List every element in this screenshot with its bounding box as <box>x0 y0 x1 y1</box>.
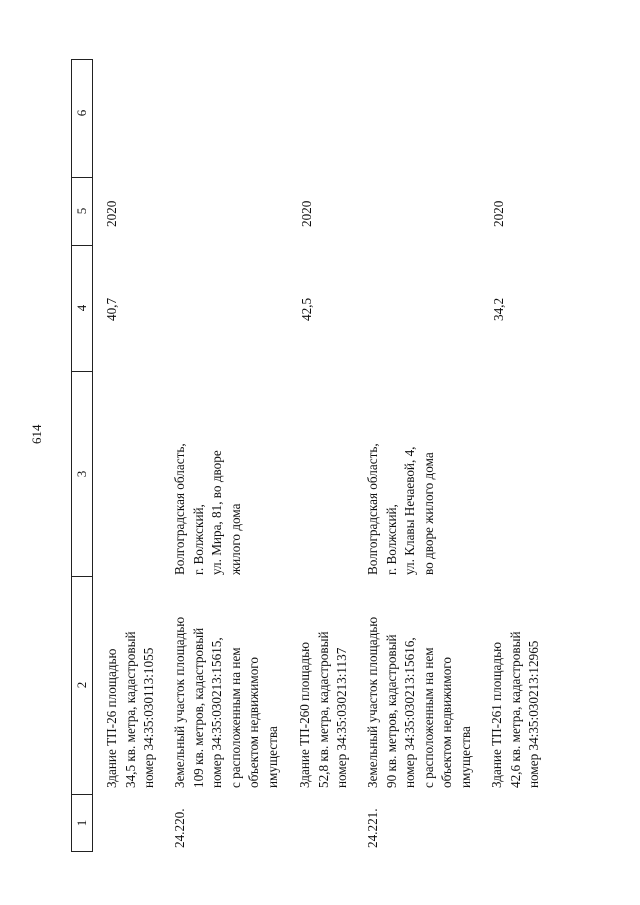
row-1-object-line-1: Здание ТП-26 площадью <box>104 648 119 788</box>
row-2-object-cell <box>171 617 283 788</box>
column-header-2: 2 <box>74 681 89 689</box>
row-4-address-line-3: ул. Клавы Нечаевой, 4, <box>402 446 418 575</box>
row-4-address-cell <box>364 443 438 575</box>
row-2-address-line-1: Волгоградская область, <box>172 443 187 575</box>
column-header-5: 5 <box>74 207 89 215</box>
row-4-address-line-4: во дворе жилого дома <box>420 452 436 575</box>
row-1-area-cell: 40,7 <box>104 297 119 321</box>
row-2-number-cell: 24.220. <box>172 808 187 848</box>
row-3-object-line-1: Здание ТП-260 площадью <box>297 642 312 788</box>
row-4-object-cell <box>364 617 476 788</box>
row-2-address-line-2: г. Волжский, <box>190 504 206 575</box>
column-divider-2-3 <box>71 576 93 577</box>
column-header-4: 4 <box>74 304 89 312</box>
row-4-address-line-2: г. Волжский, <box>383 504 399 575</box>
column-header-1: 1 <box>74 819 89 827</box>
row-5-object-cell <box>488 632 544 789</box>
row-2-object-line-3: номер 34:35:030213:15615, <box>209 637 225 788</box>
row-4-object-line-1: Земельный участок площадью <box>365 616 380 788</box>
row-2-object-line-1: Земельный участок площадью <box>172 616 187 788</box>
row-2-object-line-5: объектом недвижимого <box>246 657 262 788</box>
row-3-object-cell <box>296 632 352 789</box>
column-header-6: 6 <box>74 109 89 117</box>
row-1-object-line-3: номер 34:35:030113:1055 <box>141 647 157 788</box>
row-4-object-line-6: имущества <box>457 726 473 788</box>
row-4-number-cell: 24.221. <box>365 808 380 848</box>
row-2-object-line-6: имущества <box>264 726 280 788</box>
row-3-object-line-3: номер 34:35:030213:1137 <box>334 647 350 788</box>
row-4-address-line-1: Волгоградская область, <box>365 443 380 575</box>
column-divider-3-4 <box>71 371 93 372</box>
row-2-address-line-4: жилого дома <box>227 503 243 575</box>
column-divider-1-2 <box>71 794 93 795</box>
column-divider-5-6 <box>71 177 93 178</box>
row-4-object-line-4: с расположенным на нем <box>420 647 436 788</box>
row-1-object-cell <box>103 632 159 789</box>
row-2-object-line-4: с расположенным на нем <box>227 647 243 788</box>
column-divider-4-5 <box>71 245 93 246</box>
row-3-object-line-2: 52,8 кв. метра, кадастровый <box>315 631 331 788</box>
row-2-address-line-3: ул. Мира, 81, во дворе <box>209 450 225 575</box>
row-4-object-line-2: 90 кв. метров, кадастровый <box>383 634 399 788</box>
column-header-3: 3 <box>74 470 89 478</box>
row-5-area-cell: 34,2 <box>491 297 506 321</box>
table-bottom-border <box>71 851 93 852</box>
row-3-area-cell: 42,5 <box>299 297 314 321</box>
row-4-object-line-5: объектом недвижимого <box>439 657 455 788</box>
row-1-year-cell: 2020 <box>104 200 119 227</box>
row-2-object-line-2: 109 кв. метров, кадастровый <box>190 627 206 788</box>
row-4-object-line-3: номер 34:35:030213:15616, <box>402 637 418 788</box>
row-5-year-cell: 2020 <box>491 200 506 227</box>
row-3-year-cell: 2020 <box>299 200 314 227</box>
row-1-object-line-2: 34,5 кв. метра, кадастровый <box>122 631 138 788</box>
table-top-border <box>71 59 93 60</box>
page-number: 614 <box>29 424 44 444</box>
row-5-object-line-1: Здание ТП-261 площадью <box>489 642 504 788</box>
row-5-object-line-3: номер 34:35:030213:12965 <box>526 640 542 788</box>
row-2-address-cell <box>171 443 245 575</box>
row-5-object-line-2: 42,6 кв. метра, кадастровый <box>507 631 523 788</box>
